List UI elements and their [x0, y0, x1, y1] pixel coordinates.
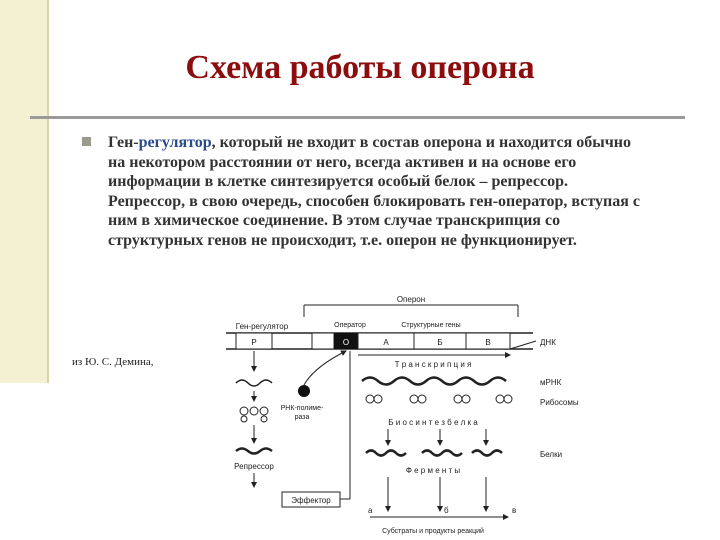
effector-label: Эффектор	[291, 496, 331, 505]
transcription-label: Т р а н с к р и п ц и я	[394, 360, 472, 369]
regulator-gene-label: Ген-регулятор	[235, 322, 289, 331]
operon-diagram	[218, 287, 579, 540]
proteins-label: Белки	[540, 450, 563, 459]
operator-cell-o-label: О	[342, 338, 350, 347]
gene-cell-v-label: В	[485, 338, 491, 347]
reaction-letter-v: в	[512, 506, 517, 515]
polymerase-label-2: раза	[294, 414, 310, 421]
dna-label: ДНК	[540, 338, 556, 347]
reaction-letter-a: а	[368, 506, 373, 515]
slide-title: Схема работы оперона	[185, 49, 535, 86]
substrates-label: Субстраты и продукты реакций	[382, 528, 484, 535]
biosynthesis-label: Б и о с и н т е з б е л к а	[388, 418, 478, 427]
bullet-text-start: Ген-	[108, 134, 139, 151]
bullet-text-rest: , который не входит в состав оперона и находится обычно на некотором расстоянии от него, всегда активен и на основе его информации в клетке синтезируется особый белок – репрессор. Репрессор, в свою очередь, способен блокировать ген-оператор, вступая с ним в химическое соединение. В этом случае транскрипция со структурных генов не происходит, т.е. оперон не функционирует.	[108, 134, 640, 249]
repressor-label: Репрессор	[234, 462, 274, 471]
gene-cell-r-label: Р	[251, 338, 257, 347]
bullet-item	[82, 133, 642, 250]
title-divider	[30, 116, 685, 119]
bullet-text	[108, 133, 642, 250]
promoter-cell	[312, 333, 334, 349]
structural-genes-label: Структурные гены	[401, 322, 461, 329]
ribosomes-label: Рибосомы	[540, 398, 579, 407]
polymerase-label-1: РНК-полиме-	[280, 405, 324, 412]
operator-label: Оператор	[334, 322, 366, 329]
rna-polymerase-icon	[298, 385, 310, 397]
operon-label: Оперон	[396, 295, 426, 304]
gene-cell-a-label: А	[383, 338, 389, 347]
reaction-letter-b: б	[444, 506, 449, 515]
enzymes-label: Ф е р м е н т ы	[405, 466, 461, 475]
bullet-text-highlight: регулятор	[138, 134, 212, 151]
gene-cell-b-label: Б	[437, 338, 443, 347]
source-credit: из Ю. С. Демина,	[72, 356, 154, 368]
mrna-label: мРНК	[540, 378, 562, 387]
bullet-square-icon	[82, 137, 91, 146]
